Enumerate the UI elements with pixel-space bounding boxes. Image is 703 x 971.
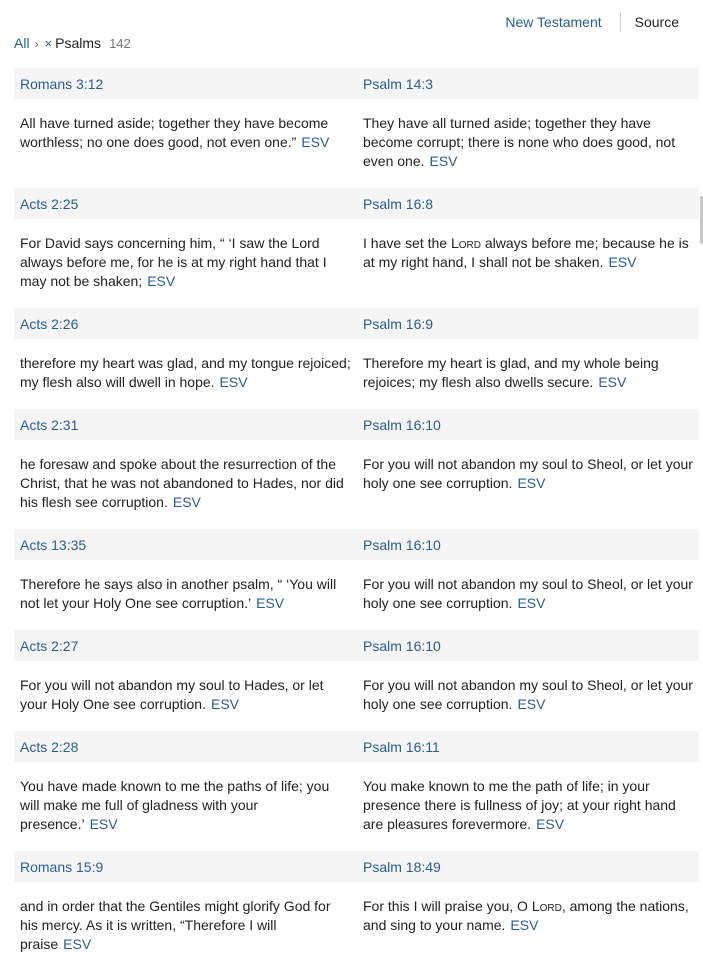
version-link[interactable]: ESV xyxy=(510,917,539,933)
version-link[interactable]: ESV xyxy=(301,134,330,150)
verse-text-row xyxy=(14,339,699,409)
reference-header-row xyxy=(14,68,699,99)
source-verse-text: he foresaw and spoke about the resurrection of the Christ, that he was not abandoned to Hades, nor did his flesh see corruption. ESV xyxy=(20,456,344,510)
target-verse-text: For you will not abandon my soul to Sheol, or let your holy one see corruption. ESV xyxy=(363,677,693,712)
remove-filter-icon[interactable]: × xyxy=(44,36,53,51)
target-ref-link[interactable]: Psalm 16:8 xyxy=(363,195,434,212)
target-ref-link[interactable]: Psalm 16:11 xyxy=(363,738,440,755)
source-link[interactable]: Source xyxy=(634,14,679,30)
version-link[interactable]: ESV xyxy=(256,595,285,611)
source-ref-link[interactable]: Acts 2:28 xyxy=(20,738,79,755)
top-nav xyxy=(505,12,679,32)
nav-divider xyxy=(620,12,621,32)
breadcrumb-book: Psalms xyxy=(55,35,102,51)
version-link[interactable]: ESV xyxy=(608,254,637,270)
verse-text-row xyxy=(14,440,699,529)
cross-reference-list xyxy=(14,68,699,971)
source-verse-text: All have turned aside; together they have become worthless; no one does good, not even one.” ESV xyxy=(20,115,330,150)
reference-pair xyxy=(14,308,699,409)
version-link[interactable]: ESV xyxy=(517,696,546,712)
source-verse-text: For David says concerning him, “ ‘I saw the Lord always before me, for he is at my right hand that I may not be shaken; ESV xyxy=(20,235,327,289)
verse-text-row xyxy=(14,560,699,630)
result-count: 142 xyxy=(109,36,131,51)
version-link[interactable]: ESV xyxy=(147,273,176,289)
reference-header-row xyxy=(14,731,699,762)
reference-header-row xyxy=(14,409,699,440)
source-ref-link[interactable]: Acts 2:25 xyxy=(20,195,79,212)
source-verse-text: therefore my heart was glad, and my tongue rejoiced; my flesh also will dwell in hope. ESV xyxy=(20,355,351,390)
version-link[interactable]: ESV xyxy=(517,475,546,491)
version-link[interactable]: ESV xyxy=(219,374,248,390)
reference-pair xyxy=(14,188,699,308)
target-ref-link[interactable]: Psalm 16:10 xyxy=(363,416,441,433)
reference-header-row xyxy=(14,308,699,339)
target-verse-text: You make known to me the path of life; in your presence there is fullness of joy; at your right hand are pleasures forevermore. ESV xyxy=(363,778,676,832)
source-ref-link[interactable]: Acts 2:27 xyxy=(20,637,79,654)
reference-pair xyxy=(14,68,699,188)
lord-small-caps: Lord xyxy=(531,898,562,914)
reference-pair xyxy=(14,409,699,529)
source-verse-text: and in order that the Gentiles might glorify God for his mercy. As it is written, “Therefore I will praise ESV xyxy=(20,898,331,952)
version-link[interactable]: ESV xyxy=(89,816,118,832)
breadcrumb xyxy=(14,35,131,51)
source-ref-link[interactable]: Romans 15:9 xyxy=(20,858,104,875)
reference-header-row xyxy=(14,851,699,882)
breadcrumb-all-link[interactable]: All xyxy=(14,35,30,51)
source-ref-link[interactable]: Acts 13:35 xyxy=(20,536,87,553)
reference-header-row xyxy=(14,188,699,219)
target-verse-text: They have all turned aside; together they have become corrupt; there is none who does good, not even one. ESV xyxy=(363,115,676,169)
new-testament-link[interactable]: New Testament xyxy=(505,14,602,30)
verse-text-row xyxy=(14,219,699,308)
source-ref-link[interactable]: Acts 2:26 xyxy=(20,315,79,332)
reference-pair xyxy=(14,851,699,971)
reference-header-row xyxy=(14,630,699,661)
reference-pair xyxy=(14,630,699,731)
verse-text-row xyxy=(14,99,699,188)
target-ref-link[interactable]: Psalm 14:3 xyxy=(363,75,434,92)
target-ref-link[interactable]: Psalm 16:10 xyxy=(363,637,441,654)
source-ref-link[interactable]: Romans 3:12 xyxy=(20,75,104,92)
version-link[interactable]: ESV xyxy=(172,494,201,510)
version-link[interactable]: ESV xyxy=(536,816,565,832)
reference-pair xyxy=(14,731,699,851)
target-verse-text: For you will not abandon my soul to Sheol, or let your holy one see corruption. ESV xyxy=(363,576,693,611)
chevron-right-icon: › xyxy=(34,37,39,51)
source-verse-text: You have made known to me the paths of life; you will make me full of gladness with your presence.’ ESV xyxy=(20,778,330,832)
version-link[interactable]: ESV xyxy=(598,374,627,390)
target-ref-link[interactable]: Psalm 16:10 xyxy=(363,536,441,553)
target-verse-text: For you will not abandon my soul to Sheol, or let your holy one see corruption. ESV xyxy=(363,456,693,491)
version-link[interactable]: ESV xyxy=(517,595,546,611)
version-link[interactable]: ESV xyxy=(63,936,92,952)
verse-text-row xyxy=(14,661,699,731)
lord-small-caps: Lord xyxy=(450,235,481,251)
verse-text-row xyxy=(14,882,699,971)
target-verse-text: Therefore my heart is glad, and my whole being rejoices; my flesh also dwells secure. ESV xyxy=(363,355,659,390)
target-ref-link[interactable]: Psalm 16:9 xyxy=(363,315,434,332)
reference-pair xyxy=(14,529,699,630)
target-ref-link[interactable]: Psalm 18:49 xyxy=(363,858,441,875)
source-ref-link[interactable]: Acts 2:31 xyxy=(20,416,79,433)
reference-header-row xyxy=(14,529,699,560)
target-verse-text: For this I will praise you, O Lord, among the nations, and sing to your name. ESV xyxy=(363,898,689,933)
target-verse-text: I have set the Lord always before me; because he is at my right hand, I shall not be shaken. ESV xyxy=(363,235,689,270)
scrollbar[interactable] xyxy=(699,68,703,960)
source-verse-text: Therefore he says also in another psalm, “ ‘You will not let your Holy One see corruption.’ ESV xyxy=(20,576,337,611)
version-link[interactable]: ESV xyxy=(429,153,458,169)
version-link[interactable]: ESV xyxy=(210,696,239,712)
verse-text-row xyxy=(14,762,699,851)
source-verse-text: For you will not abandon my soul to Hades, or let your Holy One see corruption. ESV xyxy=(20,677,324,712)
